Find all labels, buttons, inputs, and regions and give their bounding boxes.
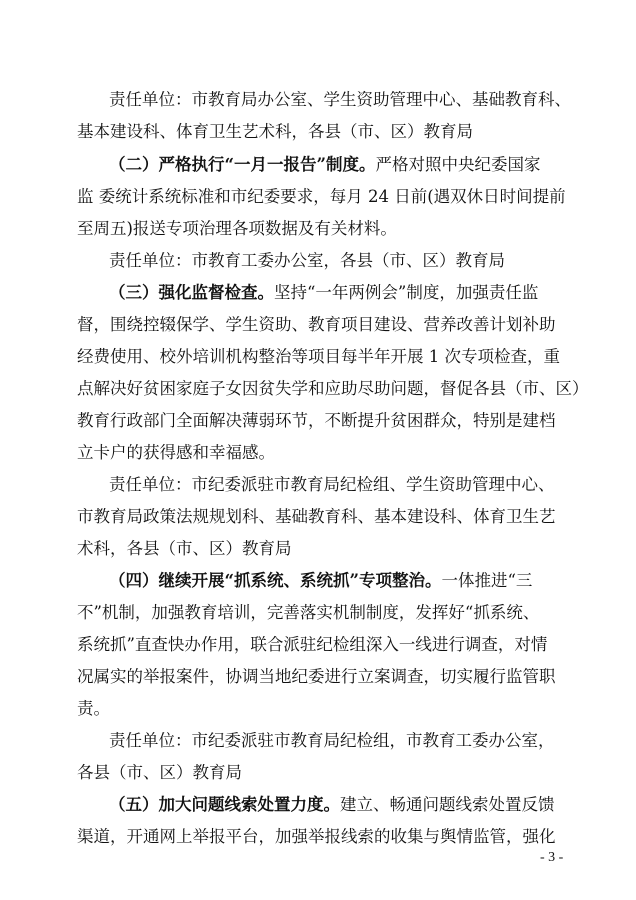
- text-line: 至周五)报送专项治理各项数据及有关材料。: [77, 219, 397, 238]
- text-line: 责任单位：市教育局办公室、学生资助管理中心、基础教育科、: [109, 90, 571, 109]
- text-line: 基本建设科、体育卫生艺术科，各县（市、区）教育局: [77, 122, 473, 141]
- text-line: 督，围绕控辍保学、学生资助、教育项目建设、营养改善计划补助: [77, 315, 556, 334]
- text-line: 责任单位：市纪委派驻市教育局纪检组，市教育工委办公室，: [109, 731, 555, 750]
- section-heading: （二）严格执行“一月一报告”制度。: [109, 155, 376, 174]
- text-line: 立卡户的获得感和幸福感。: [77, 443, 275, 462]
- text-line: 建立、畅通问题线索处置反馈: [340, 795, 555, 814]
- text-line: 市教育局政策法规规划科、基础教育科、基本建设科、体育卫生艺: [77, 507, 556, 526]
- text-line: 术科，各县（市、区）教育局: [77, 539, 292, 558]
- section-heading-line: [109, 283, 636, 307]
- text-line: 渠道，开通网上举报平台，加强举报线索的收集与舆情监管，强化: [77, 827, 556, 846]
- text-line: 教育行政部门全面解决薄弱环节，不断提升贫困群众，特别是建档: [77, 411, 556, 430]
- text-line: 责任单位：市纪委派驻市教育局纪检组、学生资助管理中心、: [109, 475, 555, 494]
- text-line: 监 委统计系统标准和市纪委要求，每月 24 日前(遇双休日时间提前: [77, 187, 566, 206]
- section-heading: （三）强化监督检查。: [109, 283, 274, 302]
- text-line: 况属实的举报案件，协调当地纪委进行立案调查，切实履行监管职: [77, 667, 556, 686]
- text-line: 严格对照中央纪委国家: [375, 155, 541, 174]
- text-line: 点解决好贫困家庭子女因贫失学和应助尽助问题，督促各县（市、区）: [77, 379, 589, 398]
- section-heading: （五）加大问题线索处置力度。: [109, 795, 340, 814]
- section-heading-line: [109, 571, 636, 595]
- section-heading-line: [109, 155, 636, 179]
- text-line: 系统抓”直查快办作用，联合派驻纪检组深入一线进行调查，对情: [77, 635, 548, 654]
- text-line: 坚持“一年两例会”制度，加强责任监: [274, 283, 539, 302]
- text-line: 一体推进“三: [441, 571, 533, 590]
- section-heading-line: [109, 795, 636, 819]
- text-line: 各县（市、区）教育局: [77, 763, 242, 782]
- text-line: 责任单位：市教育工委办公室，各县（市、区）教育局: [109, 251, 505, 270]
- section-heading: （四）继续开展“抓系统、系统抓”专项整治。: [109, 571, 442, 590]
- text-line: 责。: [77, 699, 110, 718]
- page-number: - 3 -: [540, 850, 564, 865]
- text-line: 不”机制，加强教育培训，完善落实机制制度，发挥好“抓系统、: [77, 603, 540, 622]
- text-line: 经费使用、校外培训机构整治等项目每半年开展 1 次专项检查，重: [77, 347, 560, 366]
